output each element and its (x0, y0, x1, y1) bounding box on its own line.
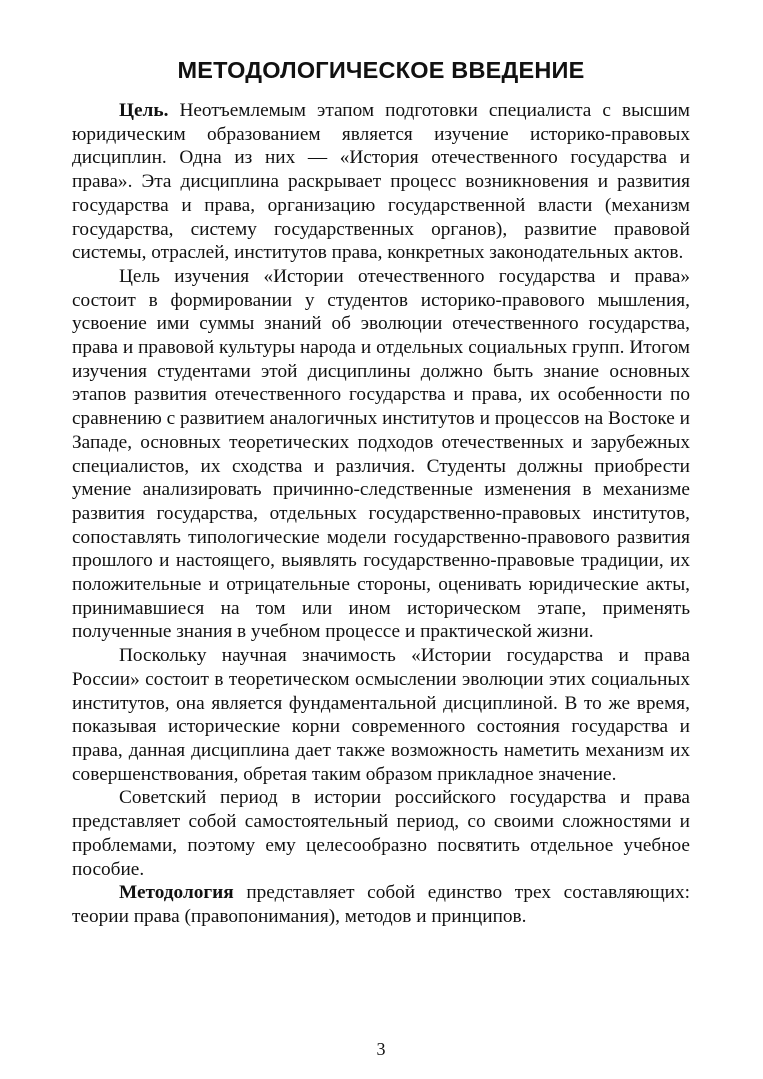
paragraph-study-goal (72, 265, 690, 644)
paragraph-text: представляет собой единство трех составляющих: теории права (правопонимания), методов и принципов. (72, 882, 690, 927)
page-title: МЕТОДОЛОГИЧЕСКОЕ ВВЕДЕНИЕ (177, 57, 585, 83)
paragraph-text: Неотъемлемым этапом подготовки специалиста с высшим юридическим образованием является изучение историко-правовых дисциплин. Одна из них — «История отечественного государства и права». Эта дисциплина раскрывает процесс возникновения и развития государства и права, организацию государственной власти (механизм государства, систему государственных органов), развитие правовой системы, отраслей, институтов права, конкретных законодательных актов. (72, 100, 690, 264)
page-number: 3 (376, 1039, 386, 1059)
paragraph-text: Поскольку научная значимость «Истории государства и права России» состоит в теоретическом осмыслении эволюции этих социальных институтов, она является фундаментальной дисциплиной. В то же время, показывая исторические корни современного состояния государства и права, данная дисциплина дает также возможность наметить механизм их совершенствования, обретая таким образом прикладное значение. (72, 645, 690, 785)
paragraph-text: Советский период в истории российского государства и права представляет собой самостоятельный период, со своими сложностями и проблемами, поэтому ему целесообразно посвятить отдельное учебное пособие. (72, 787, 690, 880)
body-text (72, 99, 690, 929)
paragraph-lead: Методология (119, 882, 234, 904)
paragraph-text: Цель изучения «Истории отечественного государства и права» состоит в формировании у студентов историко-правового мышления, усвоение ими суммы знаний об эволюции отечественного государства, права и правовой культуры народа и отдельных социальных групп. Итогом изучения студентами этой дисциплины должно быть знание основных этапов развития отечественного государства и права, их особенности по сравнению с развитием аналогичных институтов и процессов на Востоке и Западе, основных теоретических подходов отечественных и зарубежных специалистов, их сходства и различия. Студенты должны приобрести умение анализировать причинно-следственные изменения в механизме развития государства, отдельных государственно-правовых институтов, сопоставлять типологические модели государственно-правового развития прошлого и настоящего, выявлять государственно-правовые традиции, их положительные и отрицательные стороны, оценивать юридические акты, принимавшиеся на том или ином историческом этапе, применять полученные знания в учебном процессе и практической жизни. (72, 265, 690, 643)
paragraph-significance (72, 644, 690, 786)
paragraph-lead: Цель. (119, 100, 169, 121)
paragraph-soviet-period (72, 786, 690, 881)
paragraph-methodology (72, 881, 690, 928)
paragraph-goal (72, 99, 690, 265)
document-page (72, 0, 690, 1079)
